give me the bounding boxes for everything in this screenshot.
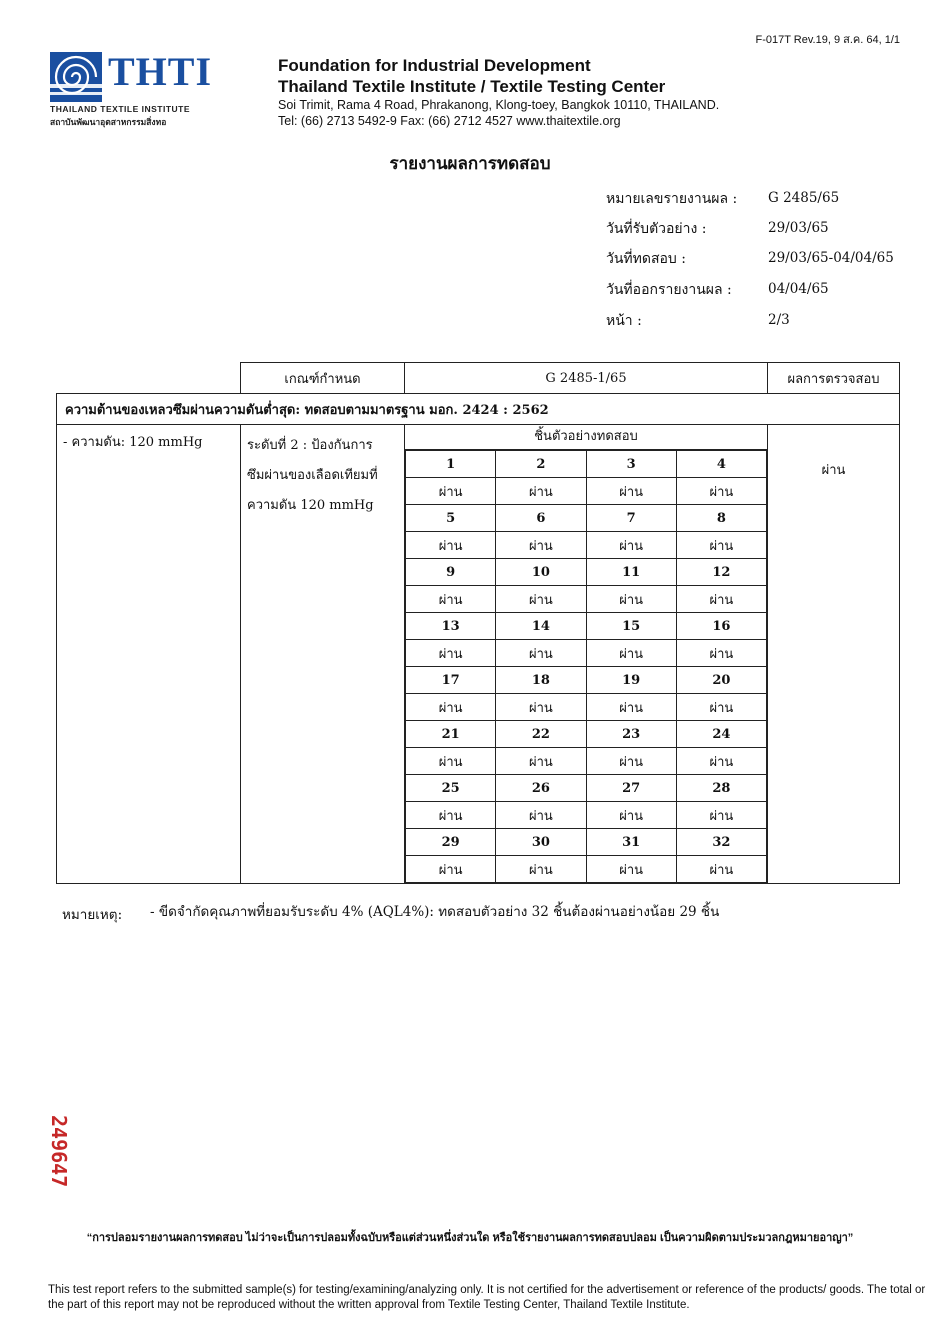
sample-result: ผ่าน xyxy=(676,532,766,559)
overall-result: ผ่าน xyxy=(768,425,900,884)
header-empty-cell xyxy=(57,363,241,394)
sample-number: 14 xyxy=(496,613,586,640)
sample-number: 30 xyxy=(496,829,586,856)
sample-result: ผ่าน xyxy=(676,478,766,505)
sample-result: ผ่าน xyxy=(586,478,676,505)
sample-result: ผ่าน xyxy=(586,586,676,613)
sample-number: 27 xyxy=(586,775,676,802)
sample-number: 7 xyxy=(586,505,676,532)
form-code: F-017T Rev.19, 9 ส.ค. 64, 1/1 xyxy=(755,34,900,46)
sample-number: 5 xyxy=(406,505,496,532)
sample-number: 24 xyxy=(676,721,766,748)
sample-result: ผ่าน xyxy=(676,640,766,667)
sample-number: 2 xyxy=(496,451,586,478)
logo-thai-name: สถาบันพัฒนาอุตสาหกรรมสิ่งทอ xyxy=(50,117,167,127)
sample-number: 32 xyxy=(676,829,766,856)
org-name-line2: Thailand Textile Institute / Textile Testing Center xyxy=(278,77,666,96)
criteria-cell xyxy=(241,425,405,884)
sample-number: 23 xyxy=(586,721,676,748)
logo-english-name: THAILAND TEXTILE INSTITUTE xyxy=(50,104,191,114)
meta-value: G 2485/65 xyxy=(768,190,840,206)
meta-label: วันที่รับตัวอย่าง : xyxy=(606,221,707,237)
sample-result: ผ่าน xyxy=(496,748,586,775)
sample-result: ผ่าน xyxy=(496,532,586,559)
sample-result: ผ่าน xyxy=(496,694,586,721)
note-text: - ขีดจำกัดคุณภาพที่ยอมรับระดับ 4% (AQL4%): ทดสอบตัวอย่าง 32 ชิ้นต้องผ่านอย่างน้อย 29 ชิ้น xyxy=(150,904,720,920)
sample-result: ผ่าน xyxy=(676,586,766,613)
samples-grid xyxy=(405,450,767,883)
sample-number: 10 xyxy=(496,559,586,586)
sample-result: ผ่าน xyxy=(676,748,766,775)
criteria-line: ระดับที่ 2 : ป้องกันการ xyxy=(247,438,373,453)
sample-result: ผ่าน xyxy=(496,802,586,829)
sample-result: ผ่าน xyxy=(676,802,766,829)
sample-number: 13 xyxy=(406,613,496,640)
sample-number: 19 xyxy=(586,667,676,694)
meta-label: หมายเลขรายงานผล : xyxy=(606,191,738,207)
sample-number: 26 xyxy=(496,775,586,802)
sample-number: 29 xyxy=(406,829,496,856)
header-result: ผลการตรวจสอบ xyxy=(768,363,900,394)
sample-result: ผ่าน xyxy=(406,694,496,721)
meta-value: 29/03/65-04/04/65 xyxy=(768,250,894,266)
meta-value: 29/03/65 xyxy=(768,220,829,236)
sample-result: ผ่าน xyxy=(406,748,496,775)
sample-number: 12 xyxy=(676,559,766,586)
note-label: หมายเหตุ: xyxy=(62,907,123,923)
org-contact: Tel: (66) 2713 5492-9 Fax: (66) 2712 4527 www.thaitextile.org xyxy=(278,114,621,128)
sample-number: 31 xyxy=(586,829,676,856)
sample-result: ผ่าน xyxy=(586,856,676,883)
sample-number: 18 xyxy=(496,667,586,694)
header-sample-id: G 2485-1/65 xyxy=(405,363,768,394)
sample-result: ผ่าน xyxy=(586,640,676,667)
sample-result: ผ่าน xyxy=(496,586,586,613)
sample-number: 15 xyxy=(586,613,676,640)
meta-label: วันที่ทดสอบ : xyxy=(606,251,686,267)
sample-result: ผ่าน xyxy=(496,856,586,883)
sample-number: 28 xyxy=(676,775,766,802)
sample-number: 11 xyxy=(586,559,676,586)
org-address: Soi Trimit, Rama 4 Road, Phrakanong, Klong-toey, Bangkok 10110, THAILAND. xyxy=(278,98,720,112)
sample-number: 16 xyxy=(676,613,766,640)
forgery-warning: “การปลอมรายงานผลการทดสอบ ไม่ว่าจะเป็นการปลอมทั้งฉบับหรือแต่ส่วนหนึ่งส่วนใด หรือใช้รายงานผลการทดสอบปลอม เป็นความผิดตามประมวลกฎหมายอาญา” xyxy=(86,1232,854,1244)
stamp-number-text: 249647 xyxy=(47,1115,71,1188)
sample-result: ผ่าน xyxy=(406,532,496,559)
sample-result: ผ่าน xyxy=(676,856,766,883)
sample-result: ผ่าน xyxy=(586,694,676,721)
sample-result: ผ่าน xyxy=(586,532,676,559)
section-heading: ความต้านของเหลวซึมผ่านความดันต่ำสุด: ทดสอบตามมาตรฐาน มอก. 2424 : 2562 xyxy=(57,394,900,425)
sample-result: ผ่าน xyxy=(406,640,496,667)
sample-number: 3 xyxy=(586,451,676,478)
meta-label: หน้า : xyxy=(606,313,642,329)
header-criteria: เกณฑ์กำหนด xyxy=(241,363,405,394)
criteria-line: ความดัน 120 mmHg xyxy=(247,498,374,513)
report-title: รายงานผลการทดสอบ xyxy=(389,154,551,174)
org-name-line1: Foundation for Industrial Development xyxy=(278,56,591,75)
sample-result: ผ่าน xyxy=(586,802,676,829)
logo-text: THTI xyxy=(108,49,213,94)
sample-result: ผ่าน xyxy=(406,586,496,613)
meta-value: 2/3 xyxy=(768,312,790,328)
sample-result: ผ่าน xyxy=(496,478,586,505)
sample-result: ผ่าน xyxy=(406,856,496,883)
sample-result: ผ่าน xyxy=(406,802,496,829)
sample-number: 1 xyxy=(406,451,496,478)
sample-result: ผ่าน xyxy=(406,478,496,505)
samples-header: ชิ้นตัวอย่างทดสอบ xyxy=(405,425,767,450)
sample-number: 20 xyxy=(676,667,766,694)
stamp-number xyxy=(40,1115,80,1205)
criteria-line: ซึมผ่านของเลือดเทียมที่ xyxy=(247,468,378,483)
sample-number: 6 xyxy=(496,505,586,532)
sample-result: ผ่าน xyxy=(586,748,676,775)
row-label: - ความดัน: 120 mmHg xyxy=(57,425,241,884)
meta-label: วันที่ออกรายงานผล : xyxy=(606,282,732,298)
samples-cell xyxy=(405,425,768,884)
sample-number: 22 xyxy=(496,721,586,748)
sample-number: 25 xyxy=(406,775,496,802)
sample-number: 21 xyxy=(406,721,496,748)
meta-value: 04/04/65 xyxy=(768,281,829,297)
sample-result: ผ่าน xyxy=(676,694,766,721)
sample-result: ผ่าน xyxy=(496,640,586,667)
sample-number: 4 xyxy=(676,451,766,478)
sample-number: 9 xyxy=(406,559,496,586)
sample-number: 17 xyxy=(406,667,496,694)
sample-number: 8 xyxy=(676,505,766,532)
results-table xyxy=(56,362,900,884)
report-disclaimer: This test report refers to the submitted sample(s) for testing/examining/analyzing only. It is not certified for the advertisement or reference of the products/ goods. The total or the part of this report may not be reproduced without the written approval from Textile Testing Center, Thailand Textile Institute. xyxy=(48,1284,926,1311)
